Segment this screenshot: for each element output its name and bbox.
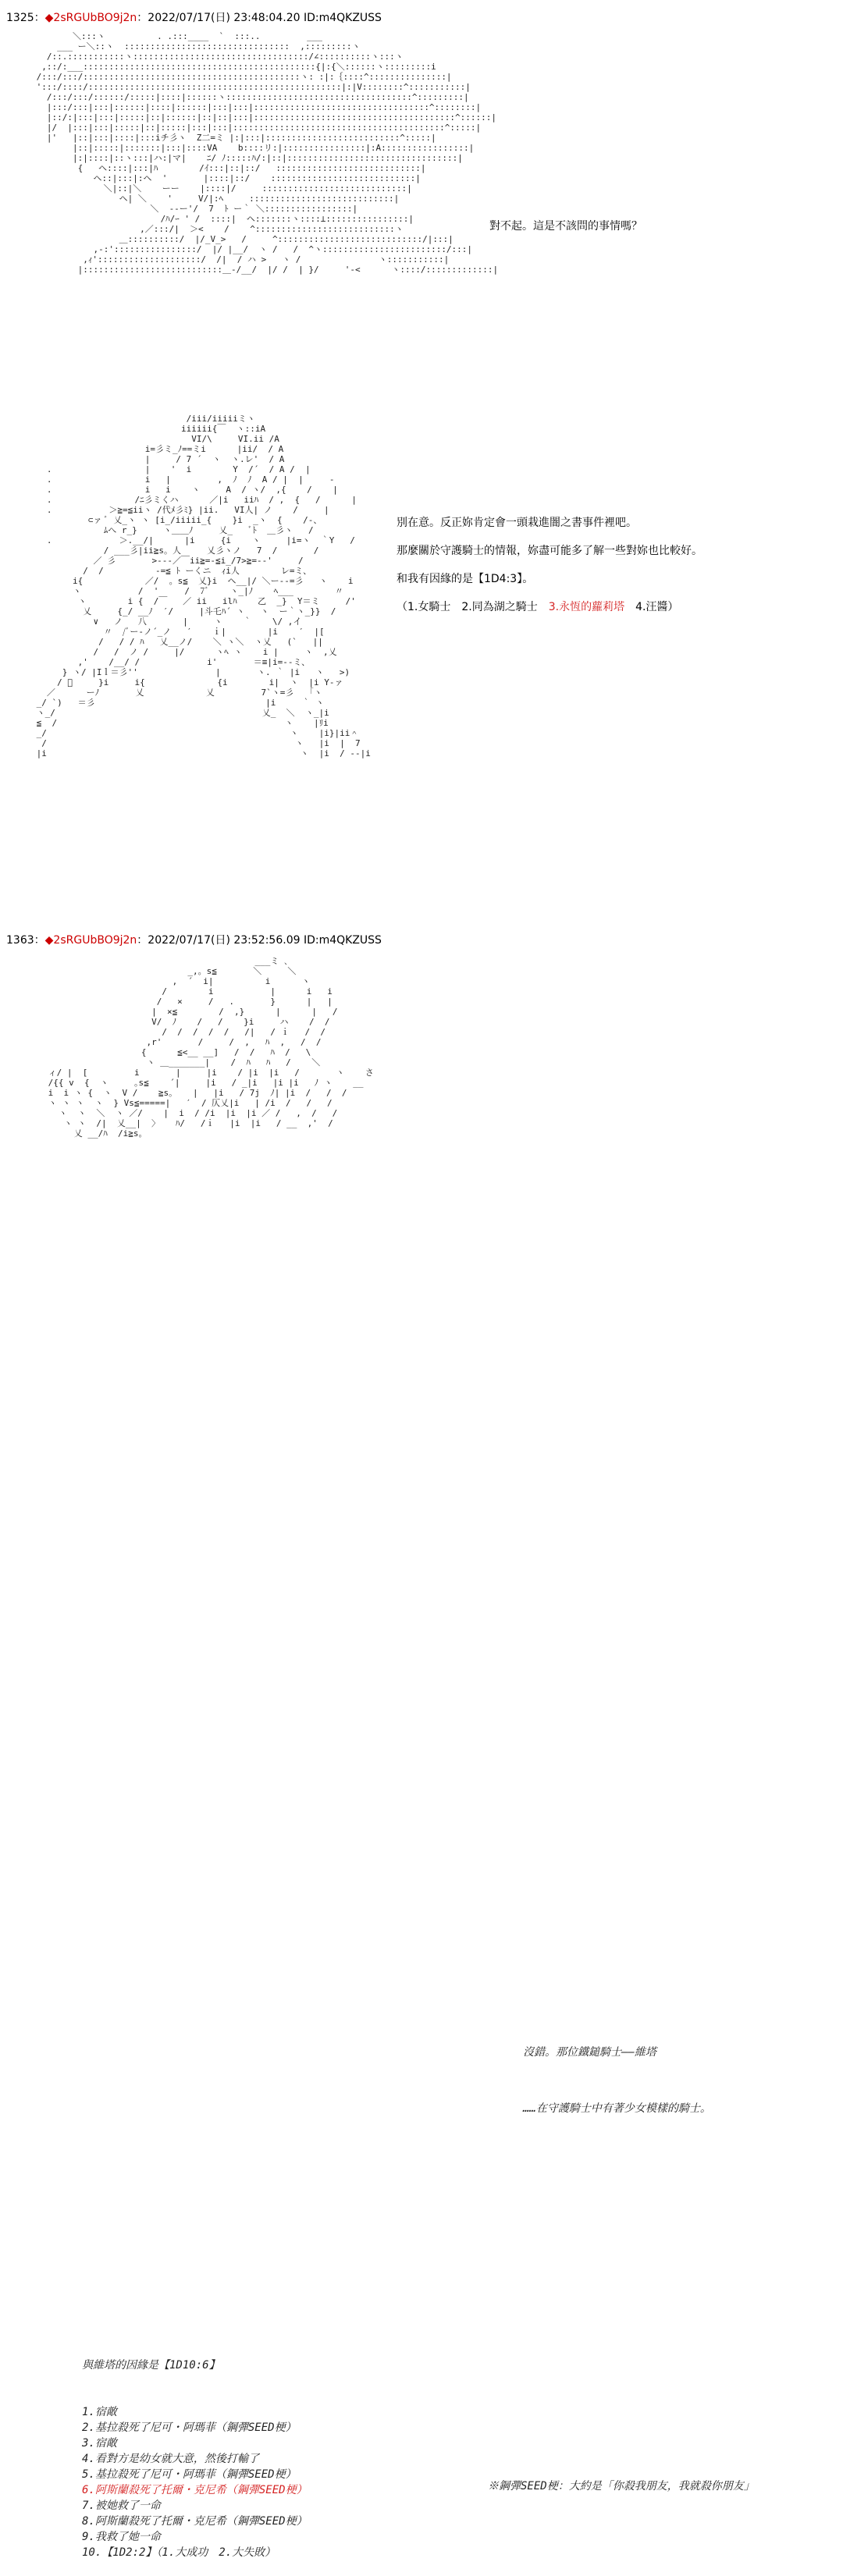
narration-box-1 [397,516,702,614]
list-item: 10.【1D2:2】（1.大成功 2.大失敗） [82,2546,276,2559]
list-item: 2.基拉殺死了尼可・阿瑪菲（鋼彈SEED梗） [82,2421,297,2434]
ascii-art-figure-3: ___ミ ､ _,。s≦ ＼ ＼ , ´ i| i ヽ / i | i i / × / . } | | | ×≦ / ,} | | / V/ ﾉ / / }i ハ / / / / / / / /| / ｉ / / ,r' / / , ﾊ , / / { ≦<__ __] / / ﾊ / \ ヽ ＿_______| / ﾊ ﾊ / ＼ ィ/ | [ i | |i / |i |i / ヽ さ /{{ v { ヽ ｡s≦ ´| |i / _|i |i |i ﾉ ヽ __ i i ヽ { ヽ V / ≧s。 | |i / 7j ﾉ| |i / / / ヽ ヽ ヽ ヽ } Vs≦=====| ′ / 仄乂|i | /i / / / ヽ ヽ ＼ ヽ ／/ | i / /i |i |i ／ / , / / ヽ ヽ /| 乂__| 〉 ﾊ/ /ｉ |i |i / __ ,' / 乂 __/ﾊ /i≧s。 沒錯。那位鐵鎚騎士——維塔 ……在守護騎士中有著少女模樣的騎士。 與維塔的因緣是【1D10:6】 1.宿敵 2.基拉殺死了尼可・阿瑪菲（鋼彈SEED梗） 3.宿敵 4.看對方是幼女就大意，然後打輸了 5.基拉殺死了尼可・阿瑪菲（鋼彈SEED梗） 6.阿斯蘭殺死了托爾・克尼希（鋼彈SEED梗） 7.被她救了一命 8.阿斯蘭殺死了托爾・克尼希（鋼彈SEED梗） 9.我救了她一命 10.【1D2:2】（1.大成功 2.大失敗） ※鋼彈SEED梗：大約是「你殺我朋友，我就殺你朋友」 [43,956,457,1346]
ascii-art-figure-2: /iii/iiiiiミヽ iiiiii{￣ ヽ::iA VI/\ VI.ii /A i=彡ミ_ﾉ==ミi |ii/ / A | / 7 ´ ヽ ヽ.レ' / A . | ' i Y /´ / A / | . i | , ﾉ ﾉ A / | | - . i i ヽ A / ヽ/ ,{ / | . /ﾆ彡ミくハ ／|i iiﾊ / , { / | . ＞≧=≦iiヽ /代ﾒ彡ﾐ} |ii. VI人| ノ / | ⊂ァ ﾞ 乂_ヽ ヽ [i_/iiiii_{ }i _ヽ { /-、 ﾑへ r_} ヽ＿＿ﾉ 乂_ ﾞﾄ ＿彡ヽ / . ＞.__/| |i {i ヽ |i=ヽ ｀Y / / ___彡|ii≧s。人 乂彡ヽノ 7 / / ／ 彡 >---／￣ii≧=-≦i_/7>≧=--' / / / -=≦ ﾄ ーくニ ｨi人 レ=ミ、 i{ ／/ 。s≦ 乂}i ヘ__|/ ＼ー--=彡 ヽ i ヽ / ' / 7ﾞ ヽ_|ﾉ ﾍ___ 〃 ヽ i { /￣ ／ ii ilﾊ 乙 _} Y＝ミ /' 乂 {_/ __ﾉ ′/ |斗乇ﾊ´ ヽ ヽ ー｀ヽ_}} / ∨ ノ 八 | ヽ ｀ \/ ,イ 〃 /ﾞー-ノ´_ノ ′ ｉ| |i ′ |[ / / / ﾊ 乂__ノ/ ＼ ヽ＼ ヽ乂 (` || / / ノ / |/ ヽﾍ ヽ i | ヽ ,乂 ,' /__/ / i' ＝≡|i=--ミ、 } ヽ/ |Iｌ＝彡'' | ヽ. ｀ |i ヽ >) / ﾟ }i i{ {i i| ヽ |i Y-ァ ／ ーﾉ 乂 乂 7`ヽ=彡 ｢ヽ _/ `) ＝彡 |i ｀ ヽ ヽ_/ 乂_ ＼ ヽ_|i ≦ / ヽ |ﾘi _/ ヽ |i}|ii＾ / ヽ |i | 7 |i ヽ |i / --|i [36,414,371,759]
tripcode[interactable]: 2sRGUbBO9j2n [53,934,137,947]
post-datetime-id: ：2022/07/17(日) 23:48:04.20 ID:m4QKZUSS [137,12,382,24]
list-item: 6.阿斯蘭殺死了托爾・克尼希（鋼彈SEED梗） [82,2484,308,2496]
selected-option: 3.永恆的蘿莉塔 [548,601,625,613]
karma-list-items [82,2404,308,2560]
narration-line: 那麼關於守護騎士的情報，妳盡可能多了解一些對妳也比較好。 [397,545,702,557]
post-number: 1363 [6,934,34,947]
tripcode-diamond: ◆ [44,934,54,947]
dialogue-line: 沒錯。那位鐵鎚騎士——維塔 [523,2046,656,2059]
list-item: 1.宿敵 [82,2406,117,2418]
list-item: 8.阿斯蘭殺死了托爾・克尼希（鋼彈SEED梗） [82,2515,308,2528]
footnote: ※鋼彈SEED梗：大約是「你殺我朋友，我就殺你朋友」 [488,2480,755,2493]
list-item: 5.基拉殺死了尼可・阿瑪菲（鋼彈SEED梗） [82,2468,297,2481]
dialogue-line: 對不起。這是不該問的事情嗎？ [489,220,642,233]
dialogue-line: ……在守護騎士中有著少女模樣的騎士。 [523,2102,711,2115]
list-item: 3.宿敵 [82,2437,117,2450]
karma-list-title: 與維塔的因緣是【1D10:6】 [82,2359,220,2372]
list-item: 4.看對方是幼女就大意，然後打輸了 [82,2453,259,2465]
dice-options-line: （1.女騎士 2.同為湖之騎士 3.永恆的蘿莉塔 4.汪醬） [397,601,679,613]
narration-line: 別在意。反正妳肯定會一頭栽進闇之書事件裡吧。 [397,517,637,529]
karma-list [82,2326,308,2576]
narration-line: 和我有因緣的是【1D4:3】。 [397,573,534,585]
tripcode-diamond: ◆ [44,12,54,24]
list-item: 7.被她救了一命 [82,2500,161,2512]
post-number: 1325 [6,12,34,24]
post-header-1363: 1363：◆2sRGUbBO9j2n：2022/07/17(日) 23:52:56.09 ID:m4QKZUSS [6,934,382,947]
dialogue-box-2 [523,2017,711,2130]
post-header-1325: 1325：◆2sRGUbBO9j2n：2022/07/17(日) 23:48:04.20 ID:m4QKZUSS [6,12,382,24]
ascii-art-figure-1: ＼:::ヽ . .:::____ ` :::.. ___ ___ ー＼::ヽ :::::::::::::::::::::::::::::::: ,:::::::::ヽ /::.:::::::::::ヽ::::::::::::::::::::::::::::::::::/∠::::::::::ヽ:::ヽ ,::/:___:::::::::::::::::::::::::::::::::::::::::::::{|:{＼::::::ヽ:::::::::i /:::/:::/::::::::::::::::::::::::::::::::::::::::::ヽ: :|:｛::::^:::::::::::::::| ':::/::::/:::::::::::::::::::::::::::::::::::::::::::::::::|:|V::::::::^:::::::::::| /:::/:::/::::::/:::::|::::|::::::ヽ::::::::::::::::::::::::::::::::::::^:::::::::| |:::/:::|:::|::::::|::::|::::::|:::|:::|::::::::::::::::::::::::::::::::::^::::::::| |::/:|:::|:::|:::::|::|::::::|::|::|:::|:::::::::::::::::::::::::::::::::::::::^::::::| |/ |:::|:::|:::::|::|:::::|:::|:::|:::::::::::::::::::::::::::::::::::::::::^:::::| |' |::|:::|::::|:::iチ彡ヽ Z二=ミ |:|:::|::::::::::::::::::::::::::^:::::| |::|:::::|:::::::|:::|::::VA b::::リ:|::::::::::::::::|:A:::::::::::::::::| |:|::::|::ヽ:::|ハ:|マ| ﾆ/ ﾉ:::::ﾊ/:|::|:::::::::::::::::::::::::::::::::| { ヘ::::|:::|ﾊ /ｲ:::|::|::/ ::::::::::::::::::::::::::::| ヘ::|:::|:ヘ ' |::::|::/ ::::::::::::::::::::::::::::| ＼|::|＼ ーー |::::|/ ::::::::::::::::::::::::::::| ヘ| ＼ ' V/|:ﾍ ::::::::::::::::::::::::::::| ＼ --ー'/ 7 ﾄ ー｀ ＼:::::::::::::::::| /ﾊ/ｰ ' / ::::| ヘ:::::::ヽ::::⊥::::::::::::::::| ,／:::/| ＞< / ^:::::::::::::::::::::::::::ヽ ＿::::::::::/ |/_V_> / ^::::::::::::::::::::::::::::/|:::| ,-:'::::::::::::::::/ |/ |__/ ヽ / / ^ヽ::::::::::::::::::::::::/:::| ,ｨ'::::::::::::::::::::/ /| / ハ > ヽ / ヽ:::::::::::| |:::::::::::::::::::::::::::＿-/__/ |/ / | }/ '-< ヽ::::/:::::::::::::| [36,31,499,275]
dialogue-box-1 [489,219,642,233]
list-item: 9.我救了她一命 [82,2531,161,2543]
tripcode[interactable]: 2sRGUbBO9j2n [53,12,137,24]
post-datetime-id: ：2022/07/17(日) 23:52:56.09 ID:m4QKZUSS [137,934,382,947]
